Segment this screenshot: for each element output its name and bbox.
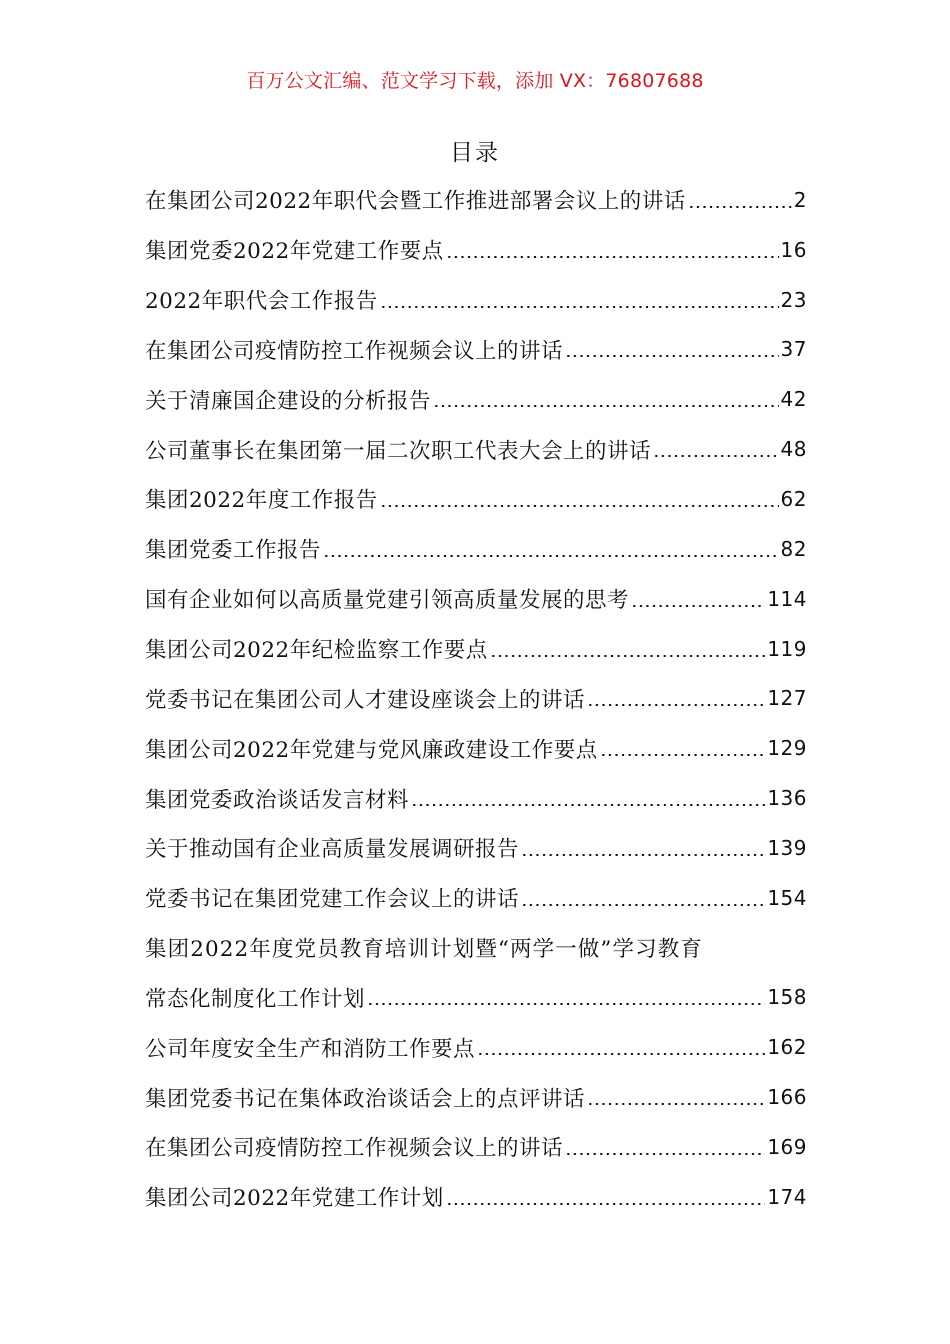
toc-entry-text: 常态化制度化工作计划 [145, 986, 366, 1012]
toc-entry[interactable] [145, 374, 807, 424]
toc-entry-text: 集团公司2022年纪检监察工作要点 [145, 638, 488, 664]
toc-entry[interactable] [145, 225, 807, 275]
toc-entry-multiline-first[interactable] [145, 923, 807, 973]
toc-page-number: 166 [767, 1085, 807, 1110]
toc-entry[interactable] [145, 574, 807, 624]
dot-leader [446, 1203, 766, 1205]
dot-leader [380, 306, 779, 308]
dot-leader [446, 256, 779, 258]
toc-entry[interactable] [145, 823, 807, 873]
toc-page-number: 48 [780, 437, 807, 462]
dot-leader [565, 355, 779, 357]
toc-page-number: 114 [767, 586, 807, 611]
toc-page-number: 174 [767, 1184, 807, 1209]
toc-entry-text: 在集团公司疫情防控工作视频会议上的讲话 [145, 1136, 564, 1162]
toc-entry-text: 集团党委工作报告 [145, 538, 322, 564]
dot-leader [477, 1053, 765, 1055]
toc-page-number: 139 [767, 835, 807, 860]
toc-entry[interactable] [145, 1122, 807, 1172]
dot-leader [631, 605, 765, 607]
toc-entry-text: 党委书记在集团党建工作会议上的讲话 [145, 887, 520, 913]
header-note: 百万公文汇编、范文学习下载，添加 VX：76807688 [246, 70, 704, 92]
dot-leader [367, 1003, 765, 1005]
toc-entry-multiline-second[interactable] [145, 973, 807, 1023]
toc-entry-text: 公司年度安全生产和消防工作要点 [145, 1036, 476, 1062]
dot-leader [490, 655, 766, 657]
toc-page-number: 127 [767, 686, 807, 711]
toc-page-number: 129 [767, 736, 807, 761]
toc-page-number: 82 [780, 536, 807, 561]
toc-entry[interactable] [145, 1072, 807, 1122]
toc-title: 目录 [450, 140, 500, 166]
toc-page-number: 2 [793, 187, 807, 212]
toc-entry[interactable] [145, 424, 807, 474]
toc-entry[interactable] [145, 1172, 807, 1222]
dot-leader [688, 206, 792, 208]
dot-leader [411, 804, 765, 806]
toc-entry-text: 在集团公司疫情防控工作视频会议上的讲话 [145, 338, 564, 364]
toc-entry[interactable] [145, 474, 807, 524]
toc-list [145, 175, 807, 1222]
toc-entry-text: 集团2022年度党员教育培训计划暨“两学一做”学习教育 [145, 937, 703, 963]
toc-page-number: 119 [767, 636, 807, 661]
toc-page-number: 16 [780, 237, 807, 262]
dot-leader [587, 704, 765, 706]
toc-entry[interactable] [145, 275, 807, 325]
toc-entry-text: 集团公司2022年党建与党风廉政建设工作要点 [145, 737, 598, 763]
toc-entry-text: 公司董事长在集团第一届二次职工代表大会上的讲话 [145, 438, 652, 464]
toc-entry-text: 集团党委政治谈话发言材料 [145, 787, 410, 813]
toc-page-number: 169 [767, 1134, 807, 1159]
toc-entry-text: 集团2022年度工作报告 [145, 488, 378, 514]
toc-page-number: 42 [780, 387, 807, 412]
toc-entry[interactable] [145, 624, 807, 674]
toc-entry-text: 2022年职代会工作报告 [145, 289, 378, 315]
toc-page-number: 162 [767, 1035, 807, 1060]
toc-entry[interactable] [145, 723, 807, 773]
toc-entry[interactable] [145, 175, 807, 225]
toc-entry-text: 国有企业如何以高质量党建引领高质量发展的思考 [145, 588, 630, 614]
toc-entry-text: 集团党委2022年党建工作要点 [145, 239, 444, 265]
toc-page-number: 37 [780, 337, 807, 362]
toc-page-number: 62 [780, 486, 807, 511]
dot-leader [565, 1153, 765, 1155]
toc-entry-text: 党委书记在集团公司人才建设座谈会上的讲话 [145, 687, 586, 713]
dot-leader [521, 904, 765, 906]
toc-entry[interactable] [145, 325, 807, 375]
toc-entry-text: 在集团公司2022年职代会暨工作推进部署会议上的讲话 [145, 189, 686, 215]
toc-entry[interactable] [145, 673, 807, 723]
toc-entry[interactable] [145, 524, 807, 574]
toc-entry-text: 关于推动国有企业高质量发展调研报告 [145, 837, 520, 863]
toc-page-number: 154 [767, 885, 807, 910]
toc-entry-text: 集团党委书记在集体政治谈话会上的点评讲话 [145, 1086, 586, 1112]
dot-leader [653, 455, 779, 457]
toc-entry[interactable] [145, 1022, 807, 1072]
toc-entry[interactable] [145, 773, 807, 823]
dot-leader [600, 754, 766, 756]
toc-page-number: 136 [767, 786, 807, 811]
toc-entry-text: 集团公司2022年党建工作计划 [145, 1186, 444, 1212]
toc-page-number: 23 [780, 287, 807, 312]
dot-leader [380, 505, 779, 507]
dot-leader [521, 854, 765, 856]
toc-entry-text: 关于清廉国企建设的分析报告 [145, 388, 432, 414]
toc-entry[interactable] [145, 873, 807, 923]
toc-page-number: 158 [767, 985, 807, 1010]
dot-leader [587, 1103, 765, 1105]
dot-leader [323, 555, 779, 557]
dot-leader [433, 405, 779, 407]
